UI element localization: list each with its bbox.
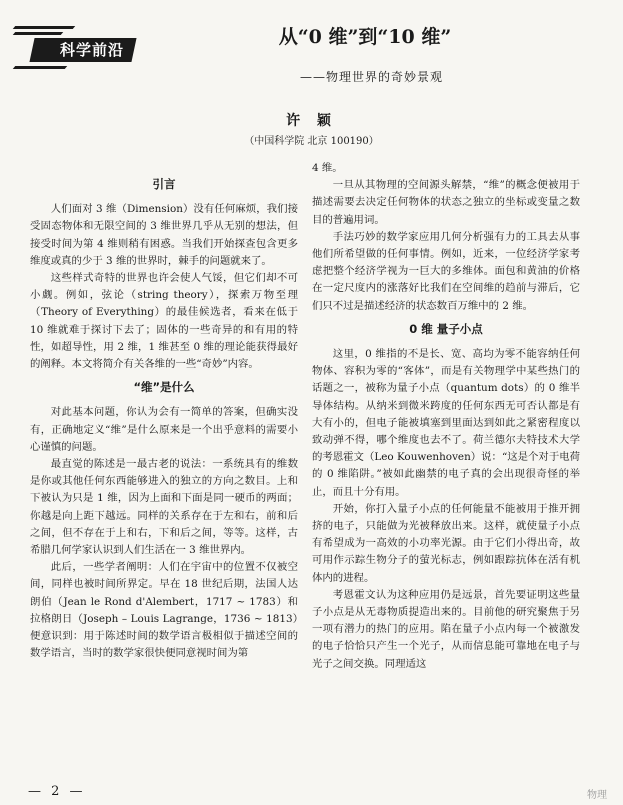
affiliation: （中国科学院 北京 100190） [244,136,379,147]
paragraph: 人们面对 3 维（Dimension）没有任何麻烦，我们接受固态物体和无限空间的 3 维世界几乎从无别的想法，但接受时间为第 4 维则稍有困惑。当我们开始探查包含更多维度或真的少于 3 维的世界时，棘手的问题就来了。 [30,203,298,267]
paragraph: 开始，你打入量子小点的任何能量不能被用于推开拥挤的电子，只能做为光被释放出来。这样，就使量子小点有希望成为一高效的小功率光源。由于它们小得出奇，故可用作示踪生物分子的萤光标志，例如跟踪抗体在活有机体内的进程。 [312,502,580,584]
page-number: — 2 — [28,784,86,799]
paragraph: 考恩霍文认为这种应用仍是远景，首先要证明这些量子小点是从无毒物质提造出来的。目前他的研究聚焦于另一项有潜力的热门的应用。陷在量子小点内每一个被激发的电子恰恰只产生一个光子，从而信息能可靠地在电子与光子之间交换。同理适这 [312,588,580,670]
section-heading: 引言 [152,177,176,191]
paragraph: 此后，一些学者阐明：人们在宇宙中的位置不仅被空间，同样也被时间所界定。早在 18 世纪后期，法国人达朗伯（Jean le Rond d'Alembert，1717 ~ 1783）和拉格朗日（Joseph – Louis Lagrange，1736 ~ 1813）便意识到：用于陈述时间的数学语言极相似于描述空间的数学语言，当时的数学家很快便同意视时间为第 [30,561,298,660]
article-title: 从“0 维”到“10 维” [278,26,452,48]
paragraph: 手法巧妙的数学家应用几何分析强有力的工具去从事他们所希望做的任何事情。例如，近来，一位经济学家考虑把整个经济学视为一巨大的多维体。面包和黄油的价格在一定尺度内的涨落好比我们在空间维的趋前与滞后，它们只不过是描述经济的状态数百万维中的 2 维。 [312,230,580,312]
paragraph: 一旦从其物理的空间源头解禁，“维”的概念便被用于描述需要去决定任何物体的状态之独立的坐标或变量之数目的普遍用词。 [312,179,580,226]
paragraph: 对此基本问题，你认为会有一简单的答案，但确实没有，正确地定义“维”是什么原来是一个出乎意料的需要小心谨慎的问题。 [30,406,298,453]
banner-stripe [13,26,76,29]
paragraph: 最直觉的陈述是一最古老的说法：一系统具有的维数是你或其他任何东西能够进入的独立的方向之数目。上和下被认为只是 1 维，因为上面和下面是同一硬币的两面；你越是向上距下越远。同样的关系存在于左和右，前和后之间，但不存在于上和右，下和后之间，等等。这样，古希腊几何学家认识到人们生活在一 3 维世界内。 [30,458,298,557]
left-column [30,170,298,662]
section-heading: “维”是什么 [133,380,195,395]
watermark: 物理 [587,790,607,801]
section-label: 科学前沿 [29,38,136,62]
paragraph: 这里，0 维指的不是长、宽、高均为零不能容纳任何物体、容积为零的“客体”，而是有关物理学中某些热门的话题之一，被称为量子小点（quantum dots）的 0 维半导体结构。从纳米到微米跨度的任何东西无可否认都是有大有小的，但电子能被填塞到里面达到如此之紧密程度以致动弹不得，哪个维度也去不了。荷兰德尔夫特技术大学的考恩霍文（Leo Kouwenhoven）说：“这是个对于电荷的 0 维陷阱。”被如此幽禁的电子真的会出现很奇怪的举止，而且十分有用。 [312,348,580,498]
author: 许 颖 [286,113,337,129]
banner-stripe [13,66,68,69]
right-column [312,160,580,673]
paragraph: 4 维。 [312,162,343,174]
article-subtitle: ——物理世界的奇妙景观 [300,70,444,84]
banner-stripe [13,32,64,35]
section-heading: 0 维 量子小点 [409,321,483,336]
section-banner [10,18,165,74]
paragraph: 这些样式奇特的世界也许会使人气馁，但它们却不可小觑。例如，弦论（string theory），探索万物至理（Theory of Everything）的最佳候选者，看来在低于 10 维就难于探讨下去了；固体的一些奇异的和有用的特性，如超导性，用 2 维，1 维甚至 0 维的理论能获得最好的阐释。本文将简介有关各维的一些“奇妙”内容。 [30,272,298,371]
